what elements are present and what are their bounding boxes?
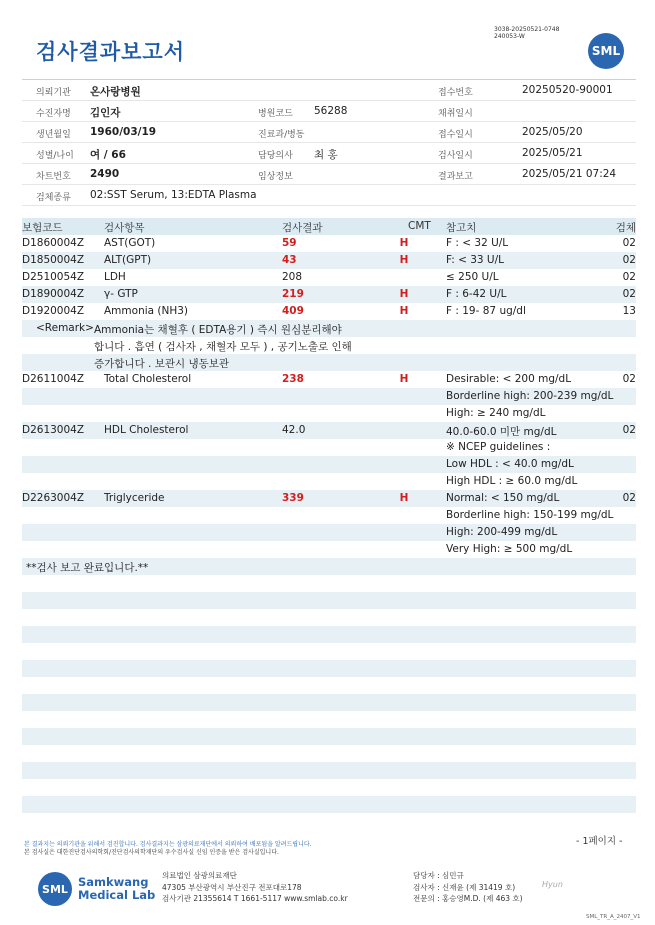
table-row: [22, 286, 636, 303]
cell-specimen: 02: [622, 492, 636, 504]
info-value: 2490: [90, 168, 120, 180]
blank-row: [22, 711, 636, 728]
table-row: [22, 439, 636, 456]
blank-row: [22, 728, 636, 745]
cell-specimen: 02: [622, 237, 636, 249]
cell-reference: 40.0-60.0 미만 mg/dL: [446, 426, 557, 438]
info-value: 02:SST Serum, 13:EDTA Plasma: [90, 189, 257, 201]
blank-row: [22, 592, 636, 609]
info-row: [22, 122, 636, 143]
cell-flag: H: [399, 305, 409, 317]
cell-specimen: 13: [622, 305, 636, 317]
info-row: [22, 80, 636, 101]
page-number: - 1페이지 -: [576, 836, 623, 847]
staff-line-2: 검사자 : 신재윤 (제 31419 호): [413, 882, 516, 892]
cell-reference: Borderline high: 150-199 mg/dL: [446, 509, 614, 521]
info-row: [22, 164, 636, 185]
info-row: [22, 185, 636, 206]
cell-flag: H: [399, 373, 409, 385]
cell-end-note: **검사 보고 완료입니다.**: [26, 562, 149, 574]
table-row: [22, 541, 636, 558]
table-row: [22, 524, 636, 541]
col-code-header: 보험코드: [22, 222, 63, 234]
info-value: 최 홍: [314, 149, 338, 161]
cell-remark-label: <Remark>: [36, 322, 94, 334]
info-value: 56288: [314, 105, 348, 117]
cell-name: γ- GTP: [104, 288, 138, 300]
cell-reference: High: ≥ 240 mg/dL: [446, 407, 546, 419]
cell-flag: H: [399, 254, 409, 266]
info-value: 여 / 66: [90, 149, 126, 161]
cell-result: 59: [282, 237, 297, 249]
staff-line-3: 전문의 : 홍승영M.D. (제 463 호): [413, 894, 523, 903]
cell-result: 43: [282, 254, 297, 266]
sml-logo-footer: SML: [38, 872, 72, 906]
cell-reference: F : 19- 87 ug/dl: [446, 305, 526, 317]
sml-logo: SML: [588, 33, 624, 69]
col-name-header: 검사항목: [104, 222, 145, 234]
info-label: 의뢰기관: [36, 88, 71, 98]
cell-flag: H: [399, 492, 409, 504]
form-code: SML_TR_A_2407_V1: [586, 914, 641, 920]
cell-result: 409: [282, 305, 304, 317]
table-row: [22, 507, 636, 524]
results-header: [22, 218, 636, 235]
cell-name: ALT(GPT): [104, 254, 152, 266]
info-label: 성별/나이: [36, 151, 74, 161]
cell-code: D1860004Z: [22, 237, 85, 249]
col-result-header: 검사결과: [282, 222, 323, 234]
info-value: 2025/05/21 07:24: [522, 168, 617, 180]
signature: Hyun: [542, 880, 563, 889]
table-row: [22, 456, 636, 473]
table-row: [22, 422, 636, 439]
address-line-2: 47305 부산광역시 부산진구 전포대로178: [162, 882, 302, 892]
info-label: 검체종류: [36, 193, 71, 203]
cell-specimen: 02: [622, 271, 636, 283]
blank-row: [22, 694, 636, 711]
info-value: 1960/03/19: [90, 126, 157, 138]
brand-name: [78, 876, 155, 902]
cell-name: Triglyceride: [104, 492, 165, 504]
cell-flag: H: [399, 237, 409, 249]
blank-row: [22, 626, 636, 643]
staff-block: [413, 870, 523, 905]
cell-code: D2613004Z: [22, 424, 85, 436]
cell-flag: H: [399, 288, 409, 300]
address-line-3: 검사기관 21355614 T 1661-5117 www.smlab.co.kr: [162, 894, 348, 903]
info-label: 접수일시: [438, 130, 473, 140]
cell-result: 339: [282, 492, 304, 504]
cell-reference: Borderline high: 200-239 mg/dL: [446, 390, 614, 402]
cell-name: LDH: [104, 271, 126, 283]
info-label: 채취일시: [438, 109, 473, 119]
table-row: [22, 490, 636, 507]
blank-row: [22, 762, 636, 779]
cell-reference: F : 6-42 U/L: [446, 288, 507, 300]
cell-specimen: 02: [622, 288, 636, 300]
barcode-text: [494, 26, 559, 40]
brand-line-2: Medical Lab: [78, 888, 156, 902]
footnote-line-1: 본 결과지는 의뢰기관을 위해서 검진합니다. 검사결과지는 삼광의료재단에서 의뢰하여 배포됨을 알려드립니다.: [24, 841, 312, 848]
table-row: [22, 558, 636, 575]
cell-result: 219: [282, 288, 304, 300]
info-label: 결과보고: [438, 172, 473, 182]
info-value: 김인자: [90, 107, 121, 119]
blank-row: [22, 745, 636, 762]
table-row: [22, 388, 636, 405]
table-row: [22, 269, 636, 286]
col-cmt-header: CMT: [408, 220, 431, 232]
table-row: [22, 303, 636, 320]
cell-code: D1890004Z: [22, 288, 85, 300]
cell-name: HDL Cholesterol: [104, 424, 189, 436]
table-row: [22, 320, 636, 337]
table-row: [22, 371, 636, 388]
code-line-1: 3038-20250521-0748: [494, 26, 560, 33]
table-row: [22, 337, 636, 354]
info-row: [22, 143, 636, 164]
blank-row: [22, 643, 636, 660]
info-row: [22, 101, 636, 122]
cell-code: D1850004Z: [22, 254, 85, 266]
info-label: 임상정보: [258, 172, 293, 182]
blank-row: [22, 575, 636, 592]
cell-result: 42.0: [282, 424, 306, 436]
cell-reference: F : < 32 U/L: [446, 237, 509, 249]
table-row: [22, 354, 636, 371]
table-row: [22, 235, 636, 252]
cell-specimen: 02: [622, 373, 636, 385]
cell-code: D2263004Z: [22, 492, 85, 504]
cell-specimen: 02: [622, 424, 636, 436]
cell-reference: F: < 33 U/L: [446, 254, 505, 266]
footnote: [24, 841, 312, 857]
blank-row: [22, 609, 636, 626]
cell-reference: Low HDL : < 40.0 mg/dL: [446, 458, 574, 470]
cell-reference: ※ NCEP guidelines :: [446, 441, 551, 453]
info-value: 2025/05/21: [522, 147, 583, 159]
info-value: 온사랑병원: [90, 86, 141, 98]
blank-row: [22, 660, 636, 677]
cell-reference: Normal: < 150 mg/dL: [446, 492, 560, 504]
cell-reference: ≤ 250 U/L: [446, 271, 499, 283]
address-block: [162, 870, 348, 905]
col-specimen-header: 검체: [615, 222, 636, 234]
patient-info-table: [22, 79, 636, 206]
cell-result: 238: [282, 373, 304, 385]
blank-row: [22, 796, 636, 813]
cell-code: D2611004Z: [22, 373, 85, 385]
info-label: 진료과/병동: [258, 130, 305, 140]
cell-name: AST(GOT): [104, 237, 156, 249]
table-row: [22, 252, 636, 269]
cell-reference: Very High: ≥ 500 mg/dL: [446, 543, 573, 555]
cell-reference: High HDL : ≥ 60.0 mg/dL: [446, 475, 578, 487]
table-row: [22, 473, 636, 490]
info-label: 검사일시: [438, 151, 473, 161]
info-label: 수진자명: [36, 109, 71, 119]
staff-line-1: 담당자 : 심민규: [413, 871, 464, 880]
address-line-1: 의료법인 삼광의료재단: [162, 871, 237, 880]
code-line-2: 240053-W: [494, 33, 525, 40]
info-label: 접수번호: [438, 88, 473, 98]
col-ref-header: 참고치: [446, 222, 477, 234]
report-title: 검사결과보고서: [36, 40, 186, 64]
info-label: 병원코드: [258, 109, 293, 119]
cell-remark: Ammonia는 채혈후 ( EDTA용기 ) 즉시 원심분리해야: [94, 324, 342, 336]
brand-line-1: Samkwang: [78, 875, 149, 889]
cell-name: Ammonia (NH3): [104, 305, 189, 317]
cell-specimen: 02: [622, 254, 636, 266]
cell-code: D1920004Z: [22, 305, 85, 317]
info-label: 담당의사: [258, 151, 293, 161]
info-value: 20250520-90001: [522, 84, 613, 96]
cell-code: D2510054Z: [22, 271, 85, 283]
footnote-line-2: 본 검사실은 대한진단검사의학회/진단검사의학재단의 우수검사실 신임 인증을 받은 검사실입니다.: [24, 849, 279, 856]
info-label: 차트번호: [36, 172, 71, 182]
cell-remark: 합니다 . 흡연 ( 검사자 , 채혈자 모두 ) , 공기노출로 인해: [94, 341, 352, 353]
blank-row: [22, 677, 636, 694]
info-label: 생년월일: [36, 130, 71, 140]
results-table: [22, 218, 636, 813]
cell-remark: 증가합니다 . 보관시 냉동보관: [94, 358, 230, 370]
table-row: [22, 405, 636, 422]
cell-result: 208: [282, 271, 303, 283]
cell-reference: High: 200-499 mg/dL: [446, 526, 558, 538]
info-value: 2025/05/20: [522, 126, 583, 138]
blank-row: [22, 779, 636, 796]
cell-reference: Desirable: < 200 mg/dL: [446, 373, 572, 385]
cell-name: Total Cholesterol: [104, 373, 192, 385]
